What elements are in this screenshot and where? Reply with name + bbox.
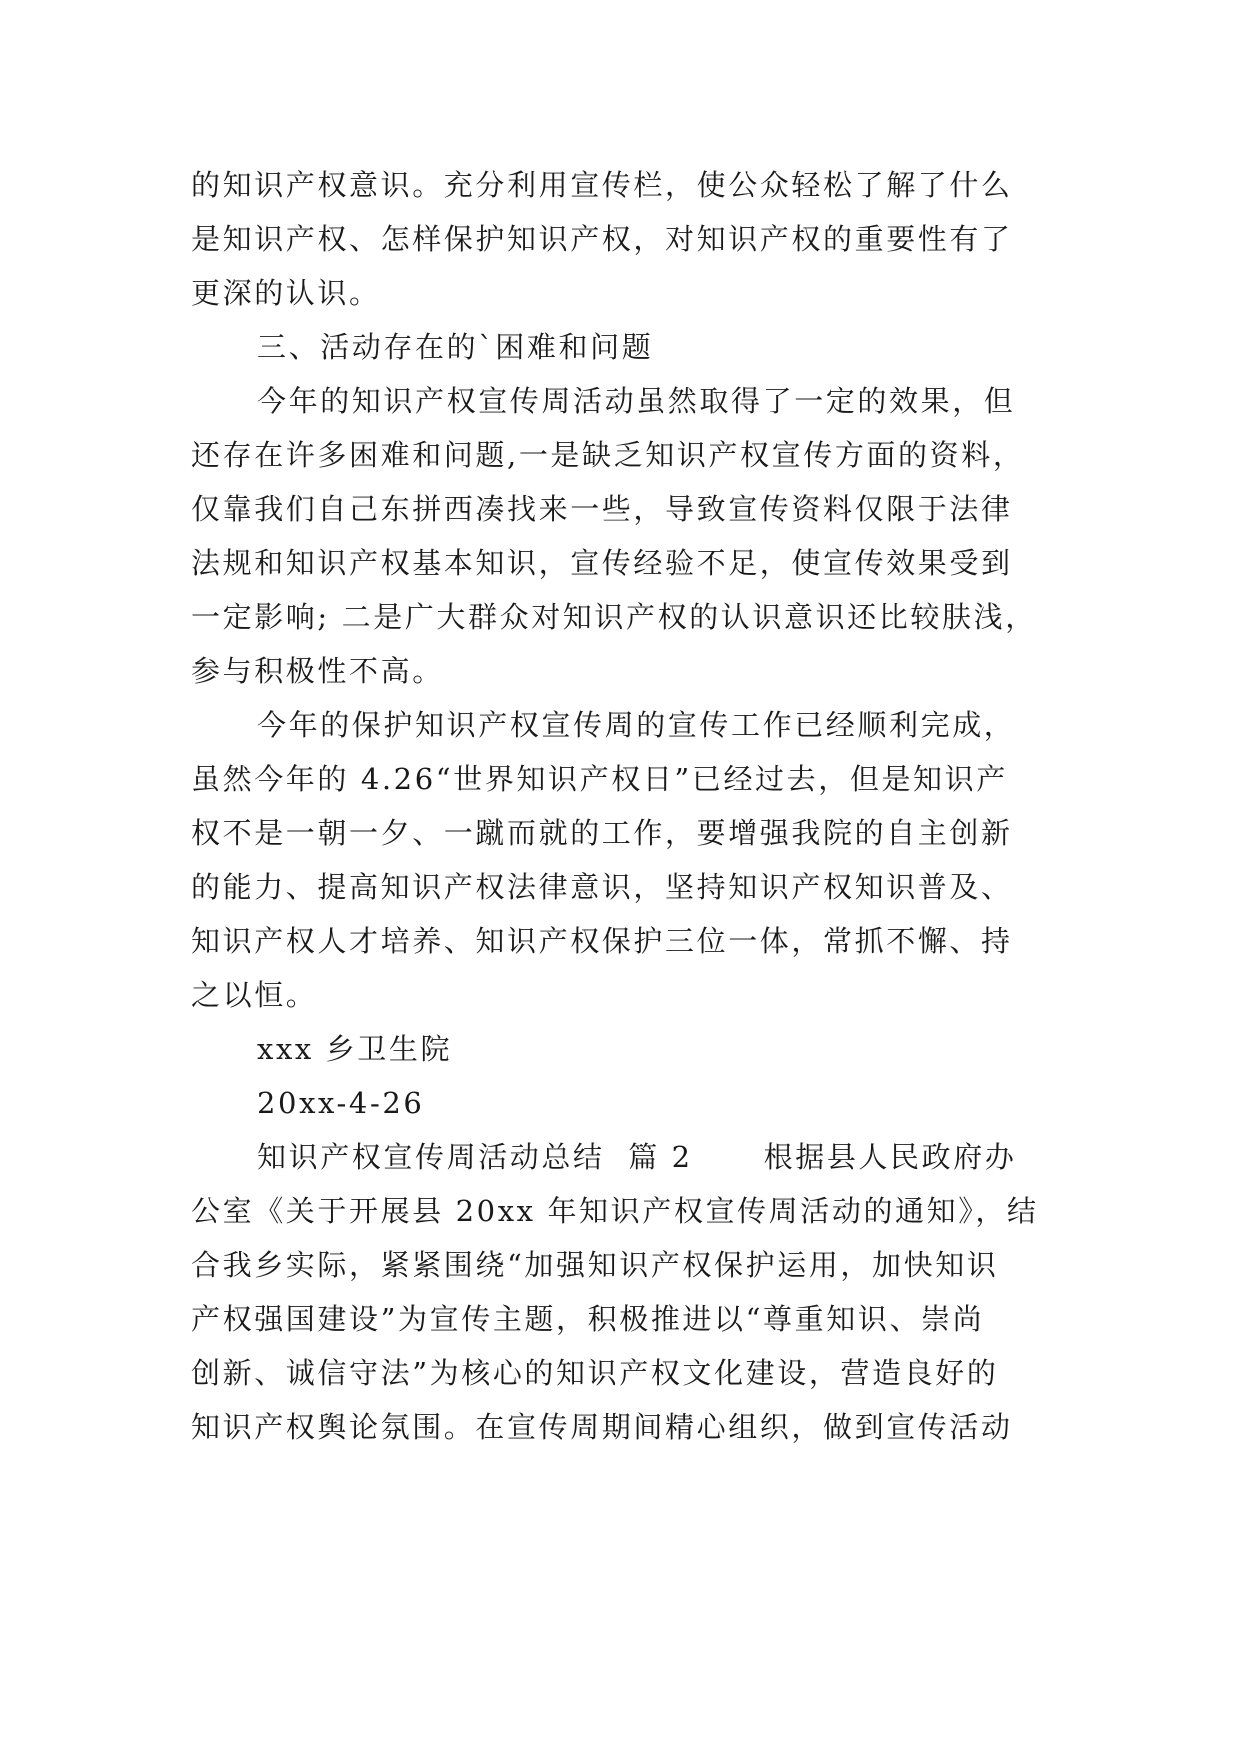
text-line: 权不是一朝一夕、一蹴而就的工作，要增强我院的自主创新: [191, 816, 1013, 850]
text-line: 的能力、提高知识产权法律意识，坚持知识产权知识普及、: [191, 870, 1013, 904]
text-line: 知识产权舆论氛围。在宣传周期间精心组织，做到宣传活动: [191, 1410, 1013, 1444]
text-line: 知识产权宣传周活动总结 篇 2 根据县人民政府办: [257, 1140, 1017, 1174]
text-line: 之以恒。: [191, 978, 318, 1012]
text-line: 今年的知识产权宣传周活动虽然取得了一定的效果，但: [257, 384, 1016, 418]
text-line: 更深的认识。: [191, 276, 381, 310]
text-line: 参与积极性不高。: [191, 654, 444, 688]
text-line: 创新、诚信守法”为核心的知识产权文化建设，营造良好的: [191, 1356, 999, 1390]
text-line: 是知识产权、怎样保护知识产权，对知识产权的重要性有了: [191, 222, 1013, 256]
text-line: 产权强国建设”为宣传主题，积极推进以“尊重知识、崇尚: [191, 1302, 985, 1336]
text-line: 的知识产权意识。充分利用宣传栏，使公众轻松了解了什么: [191, 168, 1013, 202]
text-line: 知识产权人才培养、知识产权保护三位一体，常抓不懈、持: [191, 924, 1013, 958]
text-line: 今年的保护知识产权宣传周的宣传工作已经顺利完成，: [257, 708, 1016, 742]
text-line: 仅靠我们自己东拼西凑找来一些，导致宣传资料仅限于法律: [191, 492, 1013, 526]
text-line: 公室《关于开展县 20xx 年知识产权宣传周活动的通知》，结: [191, 1194, 1039, 1228]
text-line: 法规和知识产权基本知识，宣传经验不足，使宣传效果受到: [191, 546, 1013, 580]
document-body: [191, 158, 1051, 1454]
text-line: xxx 乡卫生院: [257, 1032, 453, 1066]
text-line: 还存在许多困难和问题,一是缺乏知识产权宣传方面的资料，: [191, 438, 1025, 472]
text-line: 虽然今年的 4.26“世界知识产权日”已经过去，但是知识产: [191, 762, 1008, 796]
text-line: 20xx-4-26: [257, 1086, 425, 1120]
text-line: 合我乡实际，紧紧围绕“加强知识产权保护运用，加快知识: [191, 1248, 999, 1282]
text-line: 一定影响; 二是广大群众对知识产权的认识意识还比较肤浅，: [191, 600, 1037, 634]
text-line: 三、活动存在的`困难和问题: [257, 330, 654, 364]
